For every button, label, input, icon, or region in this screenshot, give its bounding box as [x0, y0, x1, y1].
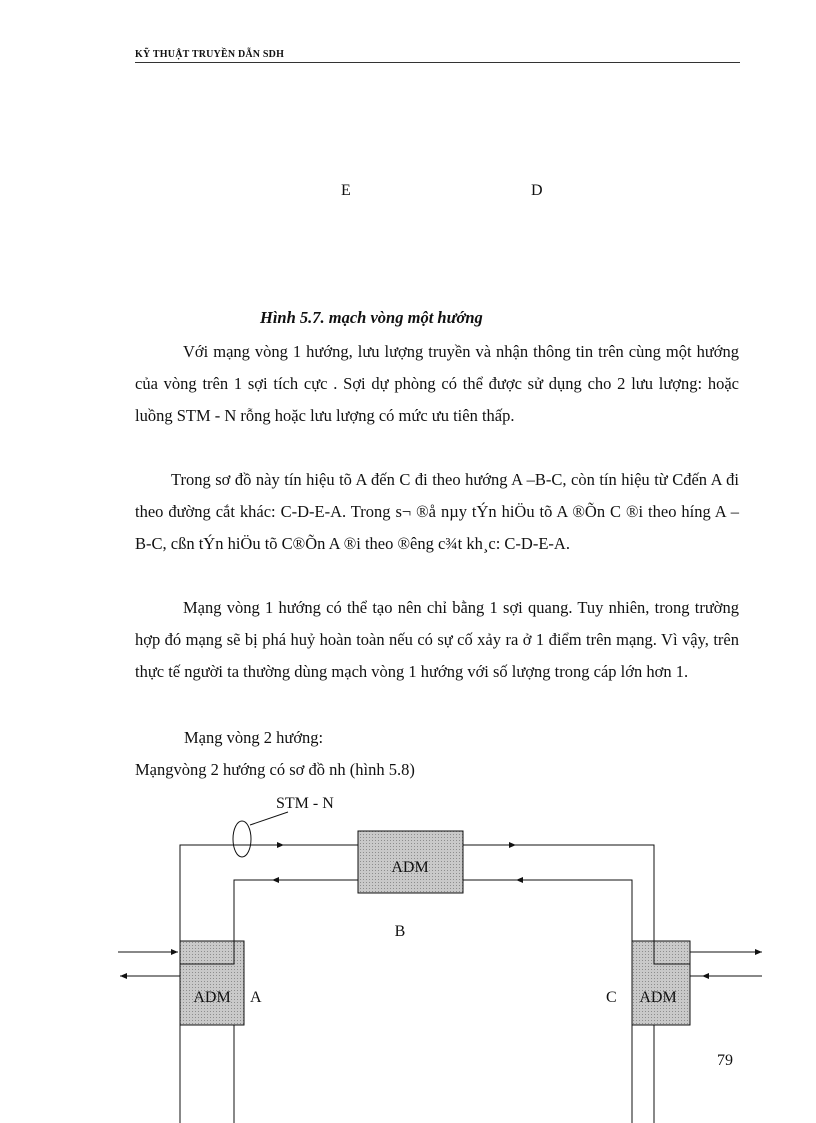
inner-fiber	[234, 880, 632, 1123]
stm-n-label: STM - N	[276, 795, 334, 812]
ring-network-diagram	[0, 790, 816, 1123]
node-b-name: B	[394, 923, 406, 940]
two-way-heading: Mạng vòng 2 hướng:	[184, 728, 324, 747]
adm-node-a-label: ADM	[193, 989, 231, 1006]
node-c-name: C	[606, 989, 617, 1006]
figure-label-e: E	[341, 182, 351, 199]
paragraph-1: Với mạng vòng 1 hướng, lưu lượng truyền và nhận thông tin trên cùng một hướng của vòng trên 1 sợi tích cực . Sợi dự phòng có thể được sử dụng cho 2 lưu lượng: hoặc luồng STM - N rỗng hoặc lưu lượng có mức ưu tiên thấp.	[135, 342, 739, 425]
page-number: 79	[717, 1052, 733, 1069]
running-header: KỸ THUẬT TRUYỀN DẪN SDH	[135, 49, 740, 63]
adm-node-c-label: ADM	[639, 989, 677, 1006]
figure-label-d: D	[531, 182, 543, 199]
adm-node-c	[632, 941, 690, 1025]
two-way-figure-ref: Mạngvòng 2 hướng có sơ đồ nh (hình 5.8)	[135, 760, 415, 779]
paragraph-3: Mạng vòng 1 hướng có thể tạo nên chỉ bằng 1 sợi quang. Tuy nhiên, trong trường hợp đó mạng sẽ bị phá huỷ hoàn toàn nếu có sự cố xảy ra ở 1 điểm trên mạng. Vì vậy, trên thực tế người ta thường dùng mạch vòng 1 hướng với số lượng trong cáp lớn hơn 1.	[135, 598, 739, 681]
paragraph-2: Trong sơ đồ này tín hiệu tõ A đến C đi theo hướng A –B-C, còn tín hiệu từ Cđến A đi theo đường cắt khác: C-D-E-A. Trong s¬ ®å nµy tÝn hiÖu tõ A ®Õn C ®i theo híng A –B-C, cßn tÝn hiÖu tõ C®Õn A ®i theo ®êng c¾t kh¸c: C-D-E-A.	[135, 470, 739, 553]
adm-node-b-label: ADM	[391, 859, 429, 876]
figure-caption: Hình 5.7. mạch vòng một hướng	[260, 308, 483, 327]
stm-n-marker	[233, 821, 251, 857]
node-a-name: A	[250, 989, 262, 1006]
